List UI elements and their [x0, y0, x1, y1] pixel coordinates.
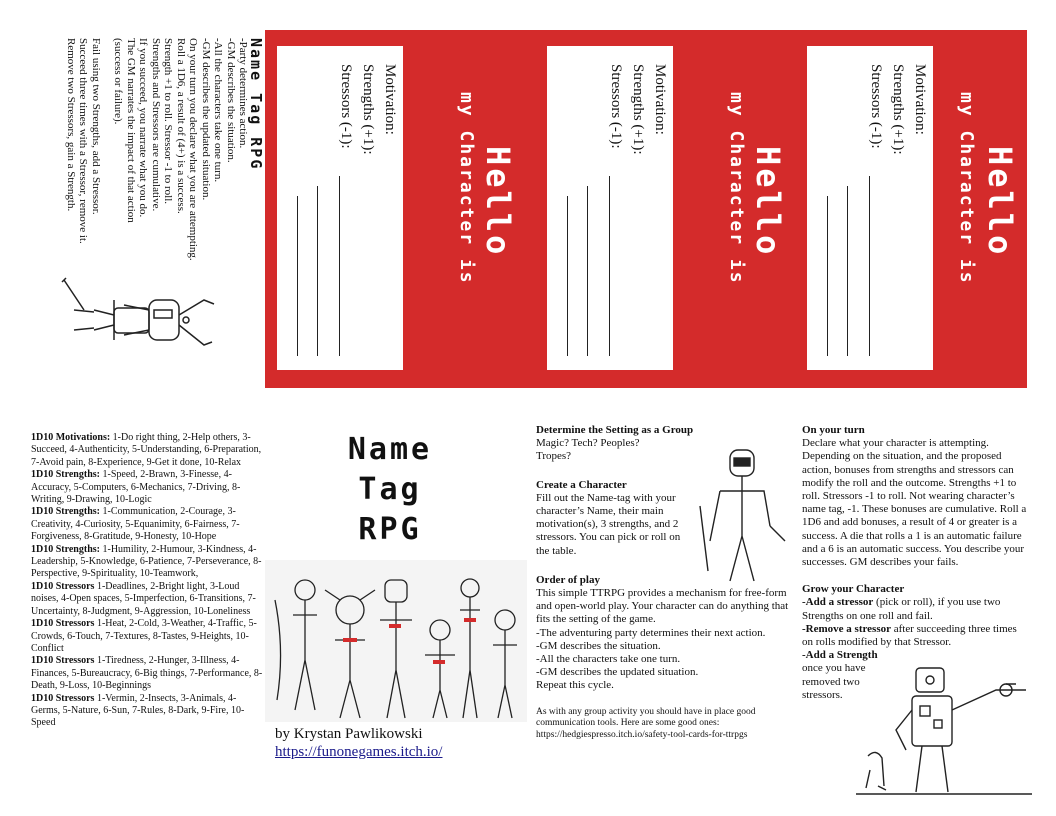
- name-tag-card: [807, 46, 933, 370]
- order-step: -GM describes the updated situation.: [536, 666, 699, 679]
- my-character-is: my Character is: [456, 92, 477, 285]
- turn-text: Declare what your character is attempting. Depending on the situation, and the proposed action, bonuses from strengths and stressors can modify the roll and the outcome. Strengths +1 to roll. Stressors -1 to roll. Not wearing character’s name tag, -1. These bonuses are cumulative. Roll a 1D6 and add bonuses, a result of 4 or greater is a success. A die that rolls a 1 is an automatic failure and a 6 is an automatic success. You describe your successes. GM describes your fails.: [802, 437, 1027, 569]
- robot-illustration: [856, 660, 1032, 800]
- my-character-is: my Character is: [726, 92, 747, 285]
- motivation-label: Motivation:: [652, 64, 668, 135]
- rules-line: On your turn you declare what you are attempting.: [187, 38, 200, 261]
- table-entry: 1D10 Stressors 1-Heat, 2-Cold, 3-Weather, 4-Traffic, 5-Crowds, 6-Touch, 7-Textures, 8-Tastes, 9-Heights, 10-Conflict: [31, 618, 257, 654]
- order-step: Repeat this cycle.: [536, 679, 614, 692]
- hello-heading: Hello: [749, 146, 787, 258]
- stressors-label: Stressors (-1):: [608, 64, 624, 149]
- rules-line: Roll a 1D6, a result of (4+) is a success.: [175, 38, 187, 214]
- name-tag-2: [535, 30, 803, 388]
- name-tag-card: [547, 46, 673, 370]
- order-step: -All the characters take one turn.: [536, 653, 681, 666]
- rules-panel: [24, 30, 264, 390]
- hello-heading: Hello: [479, 146, 517, 258]
- name-tag-card: [277, 46, 403, 370]
- rules-line: Strength +1 to roll. Stressor -1 to roll.: [162, 38, 175, 204]
- rules-line: If you succeed, you narrate what you do.: [137, 38, 150, 218]
- safety-text: As with any group activity you should have in place good communication tools. Here are some good ones:: [536, 706, 756, 729]
- cover-illustration: [265, 560, 527, 722]
- my-character-is: my Character is: [956, 92, 977, 285]
- knight-illustration: [54, 270, 224, 400]
- order-step: -GM describes the situation.: [536, 639, 661, 652]
- name-tag-band: [265, 30, 1027, 388]
- grow-heading: Grow your Character: [802, 583, 905, 596]
- random-tables: [31, 432, 263, 730]
- rules-line: -Party determines action.: [237, 38, 250, 149]
- rules-line: -All the characters take one turn.: [212, 38, 225, 183]
- author: by Krystan Pawlikowski: [275, 726, 423, 742]
- soldier-illustration: [690, 446, 790, 586]
- table-entry: 1D10 Strengths: 1-Humility, 2-Humour, 3-Kindness, 4-Leadership, 5-Knowledge, 6-Patience, 7-Perseverance, 8-Perspective, 9-Spirituality, 10-Teamwork,: [31, 543, 262, 580]
- rules-line: (success or failure).: [112, 38, 125, 125]
- name-tag-1: [265, 30, 533, 388]
- name-tag-3: [797, 30, 1027, 388]
- order-text: This simple TTRPG provides a mechanism for free-form and open-world play. Your character can do anything that fits the setting of the game.: [536, 587, 789, 626]
- table-entry: 1D10 Motivations: 1-Do right thing, 2-Help others, 3-Succeed, 4-Authenticity, 5-Understanding, 6-Preparation, 7-Avoid pain, 8-Experience, 9-Get it done, 10-Relax: [31, 432, 262, 468]
- table-entry: 1D10 Strengths: 1-Communication, 2-Courage, 3-Creativity, 4-Curiosity, 5-Equanimity, 6-Fairness, 7-Forgiveness, 8-Gratitude, 9-Honesty, 10-Hope: [31, 506, 240, 543]
- add-stressor: -Add a stressor (pick or roll), if you use two Strengths on one roll and fail.: [802, 596, 1001, 622]
- table-entry: 1D10 Strengths: 1-Speed, 2-Brawn, 3-Finesse, 4-Accuracy, 5-Computers, 6-Mechanics, 7-Driving, 8-Writing, 9-Drawing, 10-Logic: [31, 469, 241, 506]
- add-strength: -Add a Strength once you have removed two stressors.: [802, 649, 878, 701]
- rules-line: -GM describes the situation.: [225, 38, 237, 163]
- safety-link[interactable]: https://hedgiespresso.itch.io/safety-tool-cards-for-ttrpgs: [536, 729, 748, 740]
- author-link[interactable]: https://funonegames.itch.io/: [275, 744, 443, 760]
- rules-line: Strengths and Stressors are cumulative.: [150, 38, 162, 212]
- rules-title: Name Tag RPG: [247, 38, 265, 171]
- turn-heading: On your turn: [802, 424, 865, 436]
- order-heading: Order of play: [536, 573, 600, 586]
- create-heading: Create a Character: [536, 478, 627, 491]
- setting-text: Magic? Tech? Peoples? Tropes?: [536, 437, 640, 463]
- rules-line: -GM describes the updated situation.: [200, 38, 212, 201]
- remove-stressor: -Remove a stressor after succeeding three times on rolls modified by that Stressor.: [802, 622, 1017, 649]
- rules-line: The GM narrates the impact of that action: [125, 38, 137, 223]
- stressors-label: Stressors (-1):: [868, 64, 884, 149]
- motivation-label: Motivation:: [382, 64, 398, 135]
- table-entry: 1D10 Stressors 1-Deadlines, 2-Bright light, 3-Loud noises, 4-Open spaces, 5-Imperfection, 6-Transitions, 7-Uncertainty, 8-Judgment, 9-Aggression, 10-Loneliness: [31, 580, 256, 617]
- strengths-label: Strengths (+1):: [360, 64, 376, 155]
- motivation-label: Motivation:: [912, 64, 928, 135]
- rules-line: Fail using two Strengths, add a Stressor.: [90, 38, 102, 215]
- order-step: -The adventuring party determines their next action.: [536, 626, 766, 639]
- create-text: Fill out the Name-tag with your character’s Name, their main motivation(s), 3 strengths, and 2 stressors. You can pick or roll on the table.: [536, 491, 681, 557]
- table-entry: 1D10 Stressors 1-Tiredness, 2-Hunger, 3-Illness, 4-Finances, 5-Bureaucracy, 6-Big things, 7-Performance, 8-Death, 9-Loss, 10-Beginnings: [31, 655, 263, 692]
- cover-title: Name Tag RPG: [347, 432, 433, 547]
- hello-heading: Hello: [981, 146, 1019, 258]
- rules-line: Remove two Stressors, gain a Strength.: [65, 38, 77, 212]
- rules-line: Succeed three times with a Stressor, remove it.: [77, 38, 90, 244]
- strengths-label: Strengths (+1):: [890, 64, 906, 155]
- stressors-label: Stressors (-1):: [338, 64, 354, 149]
- strengths-label: Strengths (+1):: [630, 64, 646, 155]
- table-entry: 1D10 Stressors 1-Vermin, 2-Insects, 3-Animals, 4-Germs, 5-Nature, 6-Sun, 7-Rules, 8-Dark, 9-Fire, 10-Speed: [31, 692, 245, 729]
- setting-heading: Determine the Setting as a Group: [536, 424, 694, 436]
